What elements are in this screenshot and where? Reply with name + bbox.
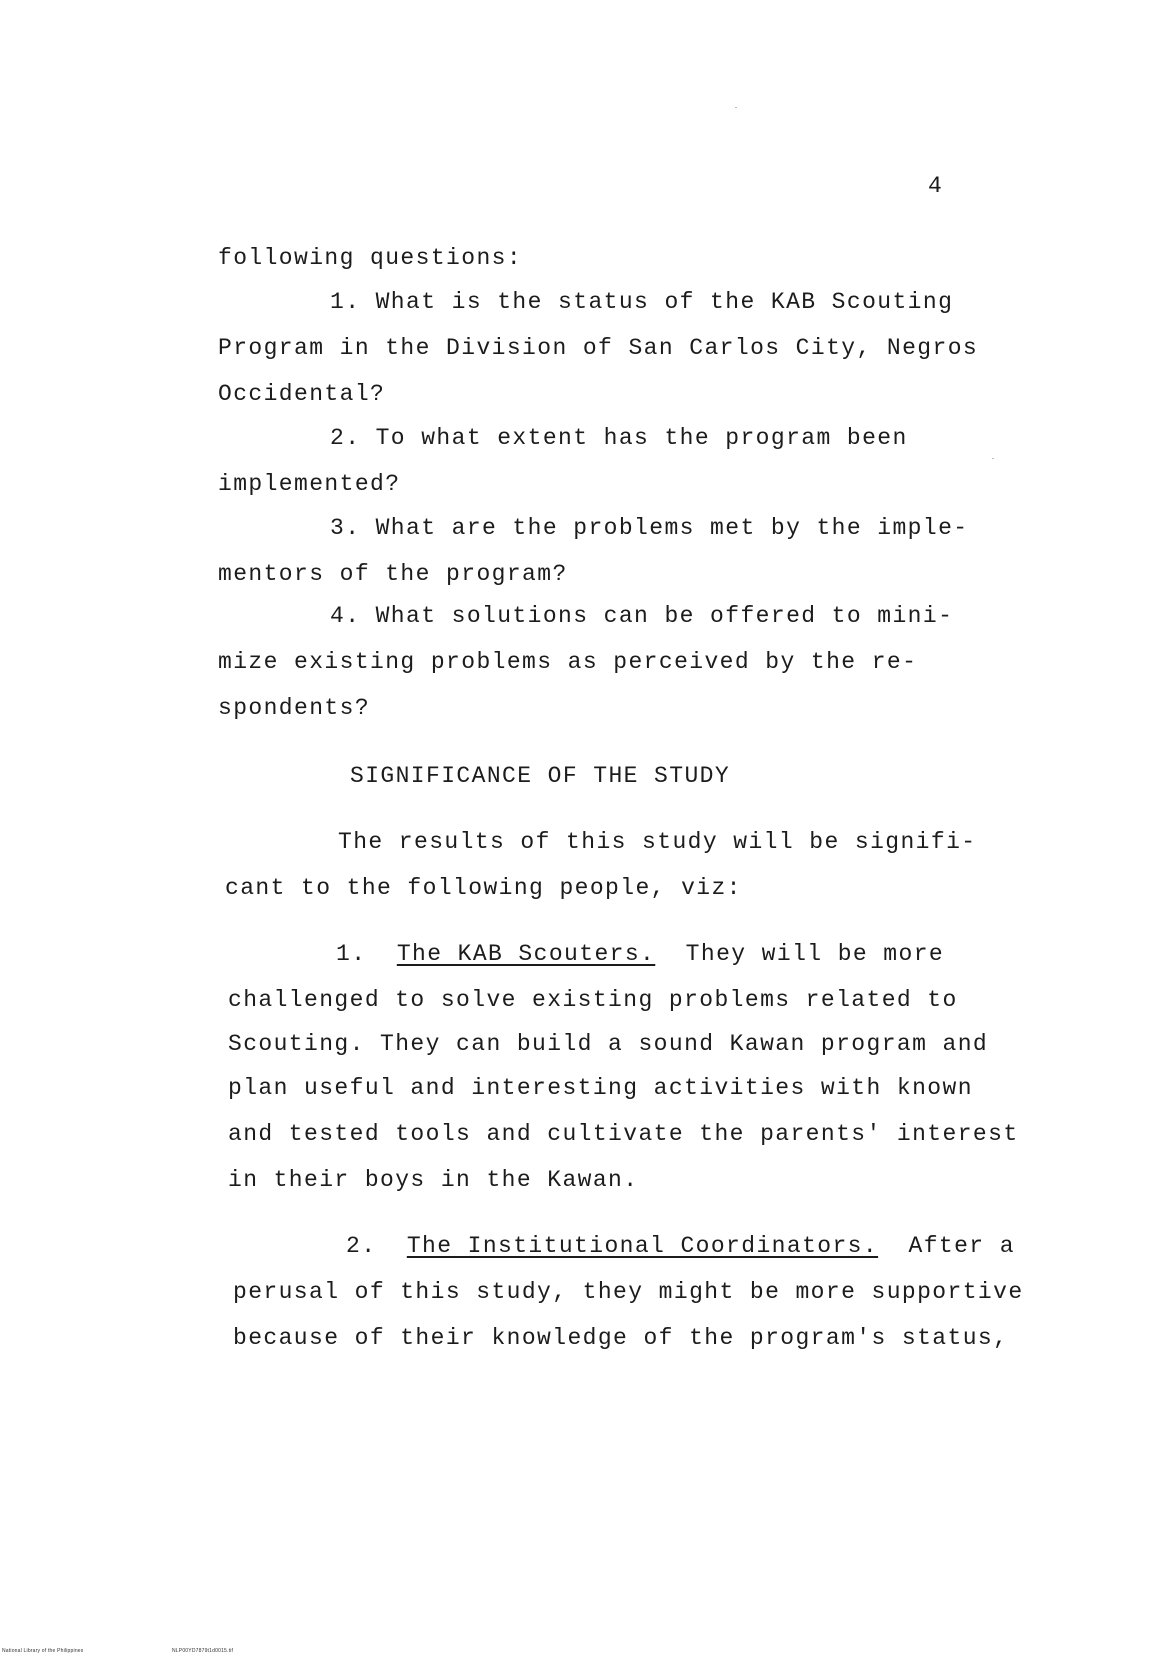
footer-file-id: NLP00YD7879t1d0015.tif: [172, 1648, 234, 1654]
question-4-line-3: spondents?: [218, 695, 371, 721]
question-3-line-1: 3. What are the problems met by the imple-: [330, 515, 969, 541]
item-1-line-3: Scouting. They can build a sound Kawan program and: [228, 1031, 989, 1057]
scan-speck: [992, 458, 994, 459]
item-1-first-line-rest: They will be more: [685, 941, 945, 967]
question-1-line-1: 1. What is the status of the KAB Scouting: [330, 289, 954, 315]
intro-line: following questions:: [218, 245, 523, 271]
item-1-line-2: challenged to solve existing problems related to: [228, 987, 958, 1013]
question-2-line-2: implemented?: [218, 471, 401, 497]
significance-intro-line-1: The results of this study will be signifi-: [338, 829, 977, 855]
question-3-line-2: mentors of the program?: [218, 561, 568, 587]
footer-library: National Library of the Philippines: [2, 1648, 84, 1654]
question-2-line-1: 2. To what extent has the program been: [330, 425, 908, 451]
item-2-first-line-rest: After a: [908, 1233, 1015, 1259]
page-number: 4: [928, 173, 944, 199]
question-4-line-1: 4. What solutions can be offered to mini-: [330, 603, 954, 629]
section-heading: SIGNIFICANCE OF THE STUDY: [350, 763, 731, 789]
item-1-first-line: [336, 940, 944, 968]
item-2-line-3: because of their knowledge of the program's status,: [233, 1325, 1009, 1351]
item-1-line-6: in their boys in the Kawan.: [228, 1167, 639, 1193]
question-4-line-2: mize existing problems as perceived by the re-: [218, 649, 918, 675]
item-2-title: The Institutional Coordinators.: [406, 1233, 879, 1259]
item-1-line-4: plan useful and interesting activities with known: [228, 1075, 973, 1101]
question-1-line-2: Program in the Division of San Carlos City, Negros: [218, 335, 979, 361]
significance-intro-line-2: cant to the following people, viz:: [225, 875, 742, 901]
item-1-number: 1.: [336, 941, 367, 967]
scan-speck: [735, 107, 737, 108]
item-1-title: The KAB Scouters.: [396, 941, 656, 967]
item-1-line-5: and tested tools and cultivate the parents' interest: [228, 1121, 1019, 1147]
question-1-line-3: Occidental?: [218, 381, 386, 407]
item-2-first-line: [346, 1232, 1015, 1260]
item-2-number: 2.: [346, 1233, 377, 1259]
item-2-line-2: perusal of this study, they might be more supportive: [233, 1279, 1024, 1305]
